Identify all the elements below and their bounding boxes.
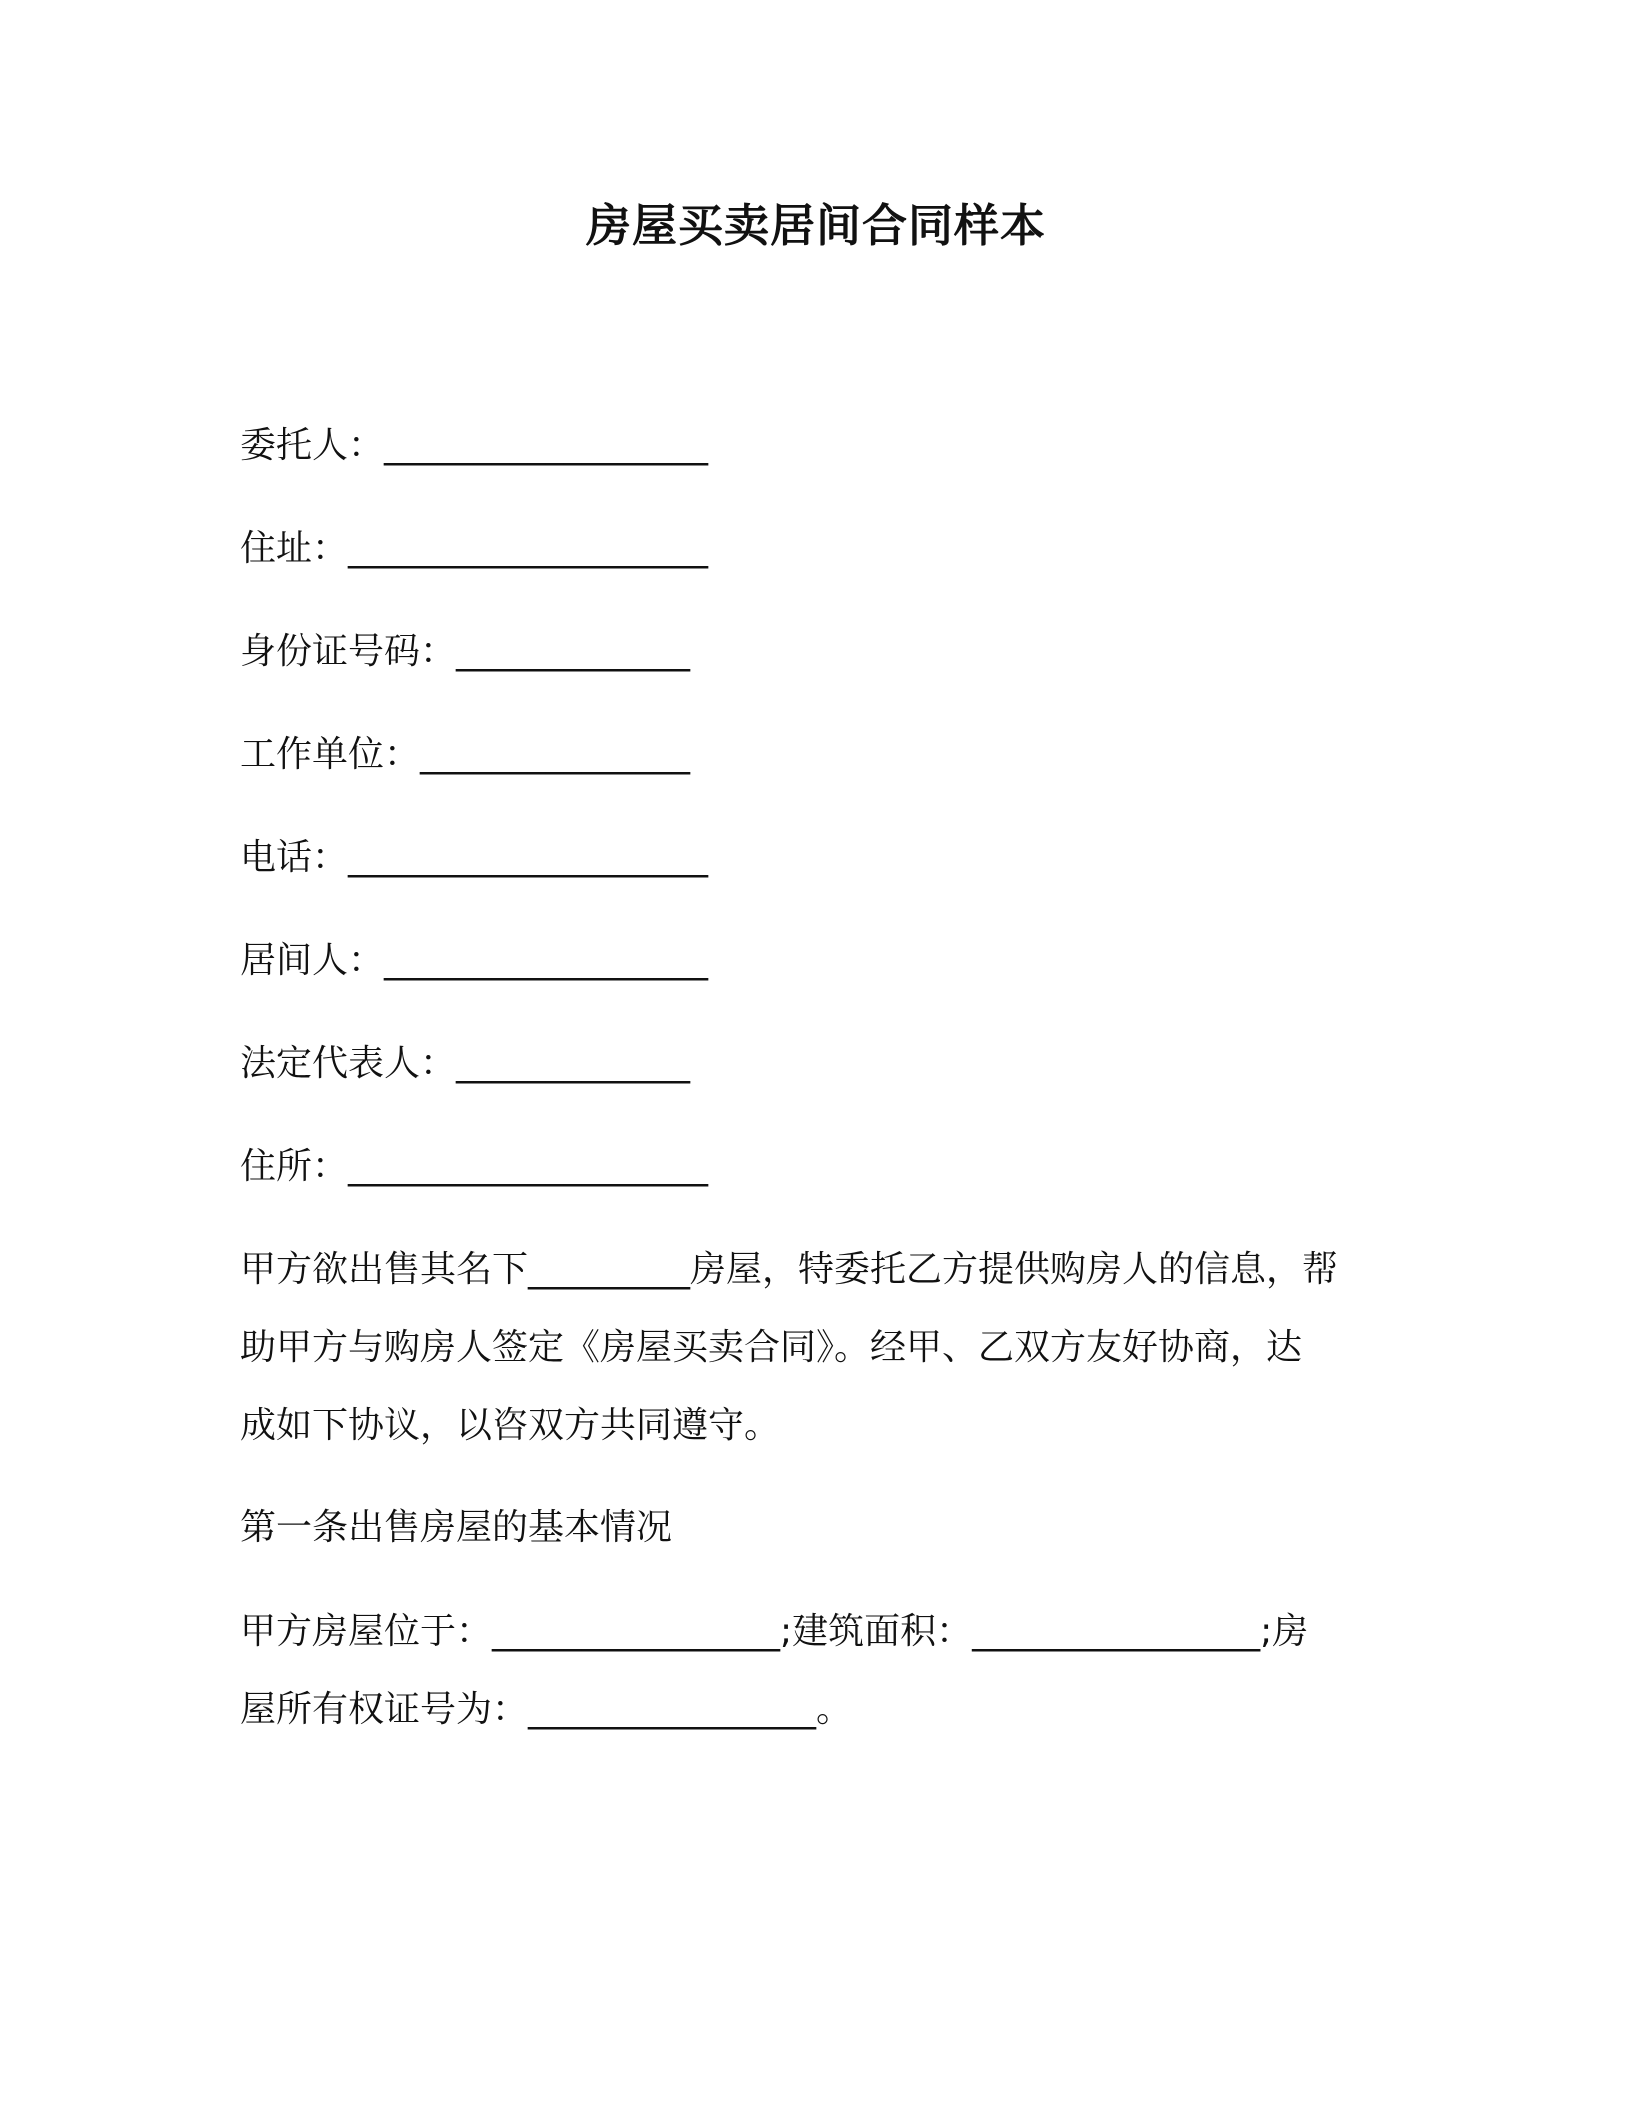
intro-line: 甲方欲出售其名下_________房屋，特委托乙方提供购房人的信息，帮 — [240, 1249, 1339, 1290]
field-id-number: 身份证号码：_____________ — [240, 631, 691, 672]
intro-paragraph — [240, 1231, 1390, 1465]
article1-line: 屋所有权证号为：________________。 — [240, 1689, 853, 1730]
article1-paragraph — [240, 1593, 1390, 1749]
field-client: 委托人：__________________ — [240, 425, 709, 466]
intro-line: 助甲方与购房人签定《房屋买卖合同》。经甲、乙双方友好协商，达 — [240, 1327, 1303, 1368]
field-legal-representative: 法定代表人：_____________ — [240, 1043, 691, 1084]
field-work-unit: 工作单位：_______________ — [240, 734, 691, 775]
field-broker: 居间人：__________________ — [240, 940, 709, 981]
field-phone: 电话：____________________ — [240, 837, 709, 878]
article1-line: 甲方房屋位于：________________;建筑面积：________________;房 — [240, 1611, 1309, 1652]
field-domicile: 住所：____________________ — [240, 1146, 709, 1187]
document-title: 房屋买卖居间合同样本 — [585, 199, 1046, 252]
field-address: 住址：____________________ — [240, 528, 709, 569]
article1-heading: 第一条出售房屋的基本情况 — [240, 1507, 673, 1548]
intro-line: 成如下协议，以咨双方共同遵守。 — [240, 1405, 781, 1446]
